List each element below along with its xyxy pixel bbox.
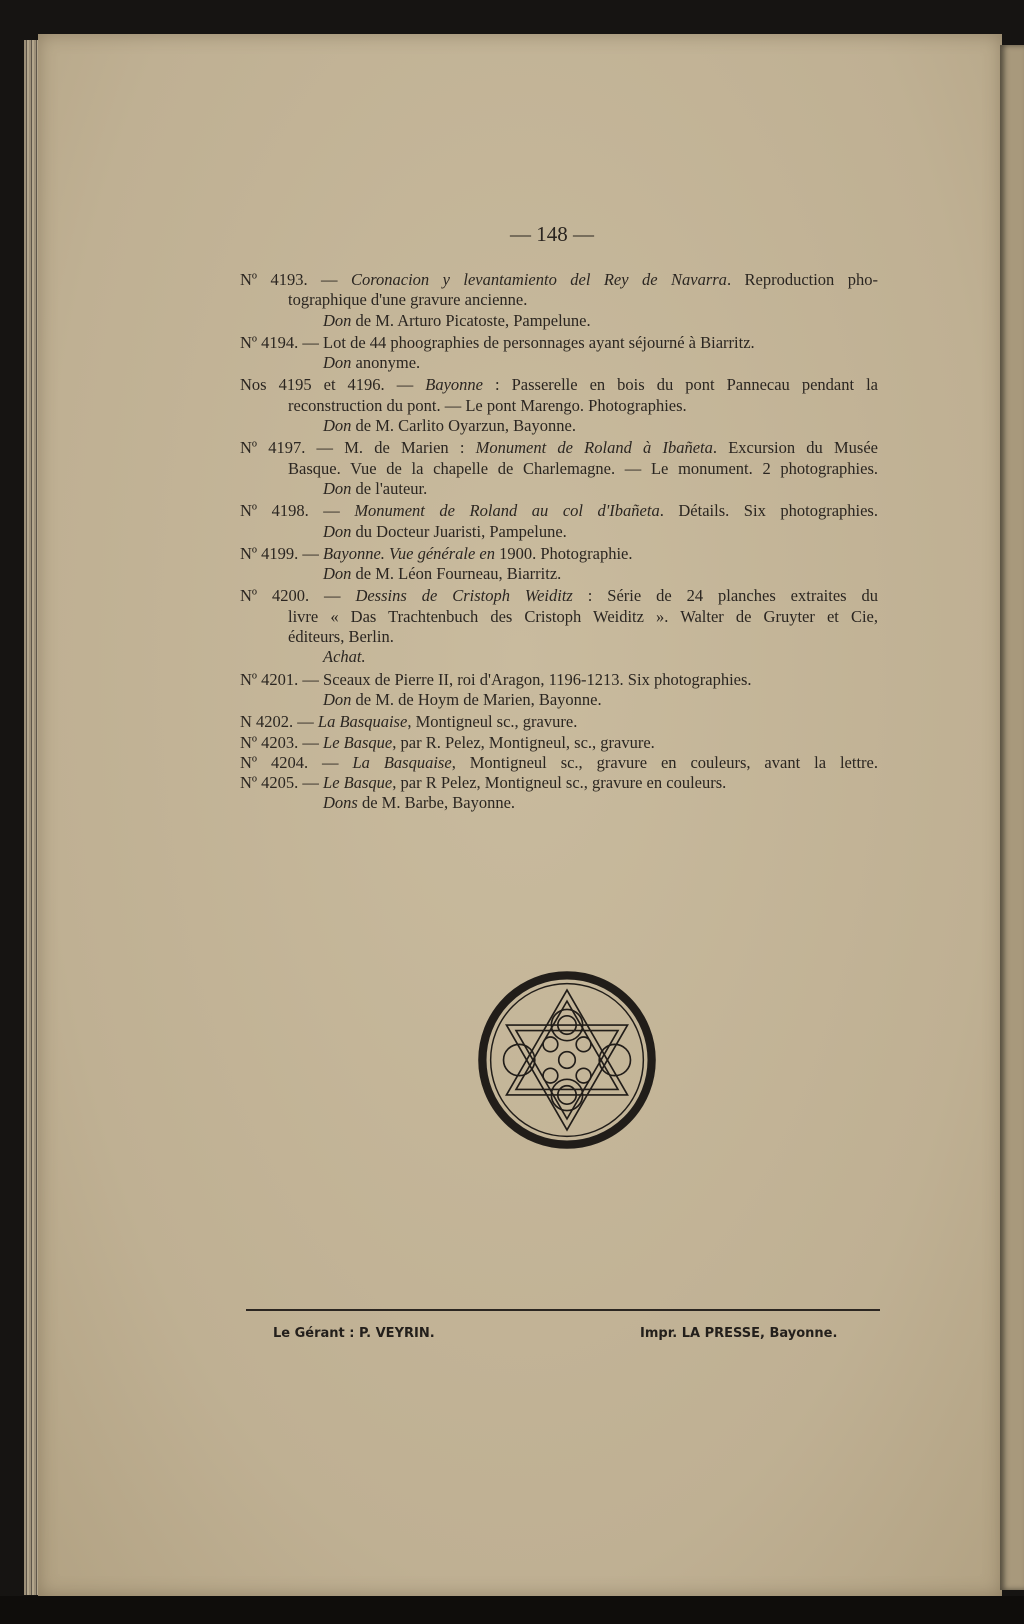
- text: de M. Léon Fourneau, Biarritz.: [351, 564, 562, 584]
- italic-text: Don: [323, 564, 352, 584]
- text: : Passerelle en bois du pont Pannecau pendant la: [482, 375, 878, 395]
- italic-text: Don: [323, 353, 352, 373]
- text: éditeurs, Berlin.: [288, 627, 394, 647]
- italic-text: Coronacion y levantamiento del Rey de Navarra: [350, 270, 727, 289]
- text: livre « Das Trachtenbuch des Cristoph Weiditz ». Walter de Gruyter et Cie,: [288, 606, 878, 626]
- text: reconstruction du pont. — Le pont Marengo. Photographies.: [288, 395, 687, 415]
- text: anonyme.: [351, 353, 421, 373]
- entry-line: [240, 627, 878, 647]
- catalogue-entry: [240, 375, 878, 436]
- catalogue-entries: [240, 268, 878, 814]
- italic-text: Monument de Roland au col d'Ibañeta: [354, 501, 660, 521]
- text: , Montigneul sc., gravure en couleurs, avant la lettre.: [451, 752, 878, 772]
- text: Nº 4204. —: [240, 752, 353, 772]
- page-number: — 148 —: [510, 222, 594, 246]
- text: Nº 4199. —: [240, 543, 324, 563]
- text: . Excursion du Musée: [712, 438, 878, 458]
- text: Nº 4197. — M. de Marien :: [240, 438, 476, 458]
- entry-line: [240, 270, 878, 290]
- catalogue-entry: [240, 712, 878, 813]
- entry-line: [240, 647, 878, 667]
- text: Nº 4201. — Sceaux de Pierre II, roi d'Aragon, 1196-1213. Six photographies.: [240, 669, 752, 689]
- text: du Docteur Juaristi, Pampelune.: [351, 521, 567, 541]
- entry-line: [240, 753, 878, 773]
- text: de M. Carlito Oyarzun, Bayonne.: [351, 416, 576, 436]
- text: Nº 4193. —: [240, 270, 351, 289]
- catalogue-entry: [240, 438, 878, 499]
- entry-line: [240, 375, 878, 395]
- text: , par R Pelez, Montigneul sc., gravure en couleurs.: [392, 773, 727, 793]
- italic-text: Achat.: [323, 647, 366, 667]
- entry-line: [240, 311, 878, 331]
- italic-text: Don: [323, 310, 352, 330]
- star-emblem-icon: [475, 968, 659, 1152]
- entry-line: [240, 773, 878, 793]
- entry-line: [240, 544, 878, 564]
- text: N 4202. —: [240, 712, 318, 732]
- text: Nos 4195 et 4196. —: [240, 375, 426, 395]
- entry-line: [240, 290, 878, 310]
- entry-line: [240, 586, 878, 606]
- entry-line: [240, 712, 878, 732]
- entry-line: [240, 607, 878, 627]
- italic-text: Dons: [323, 793, 358, 813]
- catalogue-entry: [240, 586, 878, 667]
- text: , par R. Pelez, Montigneul, sc., gravure.: [392, 732, 655, 752]
- catalogue-entry: [240, 501, 878, 542]
- text: de M. Arturo Picatoste, Pampelune.: [351, 310, 591, 330]
- entry-line: [240, 459, 878, 479]
- text: Nº 4194. — Lot de 44 phoographies de personnages ayant séjourné à Biarritz.: [240, 332, 755, 352]
- entry-line: [240, 670, 878, 690]
- entry-line: [240, 416, 878, 436]
- entry-line: [240, 522, 878, 542]
- italic-text: Le Basque: [323, 732, 393, 752]
- entry-line: [240, 353, 878, 373]
- background-shadow: [0, 1596, 1024, 1624]
- italic-text: Bayonne: [425, 375, 483, 395]
- text: . Détails. Six photographies.: [659, 501, 878, 521]
- italic-text: Don: [323, 416, 352, 436]
- entry-line: [240, 793, 878, 813]
- entry-line: [240, 333, 878, 353]
- text: . Reproduction pho-: [726, 270, 878, 289]
- text: de l'auteur.: [351, 478, 428, 498]
- italic-text: Bayonne. Vue générale en: [323, 543, 495, 563]
- entry-line: [240, 396, 878, 416]
- next-page-edge: [1000, 45, 1024, 1590]
- text: de M. Barbe, Bayonne.: [357, 793, 516, 813]
- catalogue-entry: [240, 670, 878, 711]
- entry-line: [240, 438, 878, 458]
- italic-text: La Basquaise: [317, 712, 408, 732]
- italic-text: Don: [323, 521, 352, 541]
- entry-line: [240, 690, 878, 710]
- italic-text: Dessins de Cristoph Weiditz: [355, 586, 573, 606]
- footer-printer: Impr. LA PRESSE, Bayonne.: [640, 1326, 838, 1341]
- entry-line: [240, 479, 878, 499]
- text: Nº 4203. —: [240, 732, 324, 752]
- italic-text: Le Basque: [323, 773, 393, 793]
- text: Basque. Vue de la chapelle de Charlemagne. — Le monument. 2 photographies.: [288, 458, 878, 478]
- text: tographique d'une gravure ancienne.: [288, 290, 528, 310]
- entry-line: [240, 501, 878, 521]
- italic-text: Monument de Roland à Ibañeta: [475, 438, 713, 458]
- italic-text: La Basquaise: [352, 752, 452, 772]
- entry-line: [240, 733, 878, 753]
- italic-text: Don: [323, 689, 352, 709]
- text: 1900. Photographie.: [495, 543, 633, 563]
- text: , Montigneul sc., gravure.: [407, 712, 578, 732]
- text: : Série de 24 planches extraites du: [572, 586, 878, 606]
- text: Nº 4205. —: [240, 773, 324, 793]
- entry-line: [240, 564, 878, 584]
- text: Nº 4198. —: [240, 501, 355, 521]
- catalogue-entry: [240, 270, 878, 331]
- footer-rule: [246, 1309, 880, 1311]
- italic-text: Don: [323, 478, 352, 498]
- catalogue-entry: [240, 544, 878, 585]
- footer-manager: Le Gérant : P. VEYRIN.: [273, 1326, 435, 1341]
- text: Nº 4200. —: [240, 586, 356, 606]
- text: de M. de Hoym de Marien, Bayonne.: [351, 689, 602, 709]
- catalogue-entry: [240, 333, 878, 374]
